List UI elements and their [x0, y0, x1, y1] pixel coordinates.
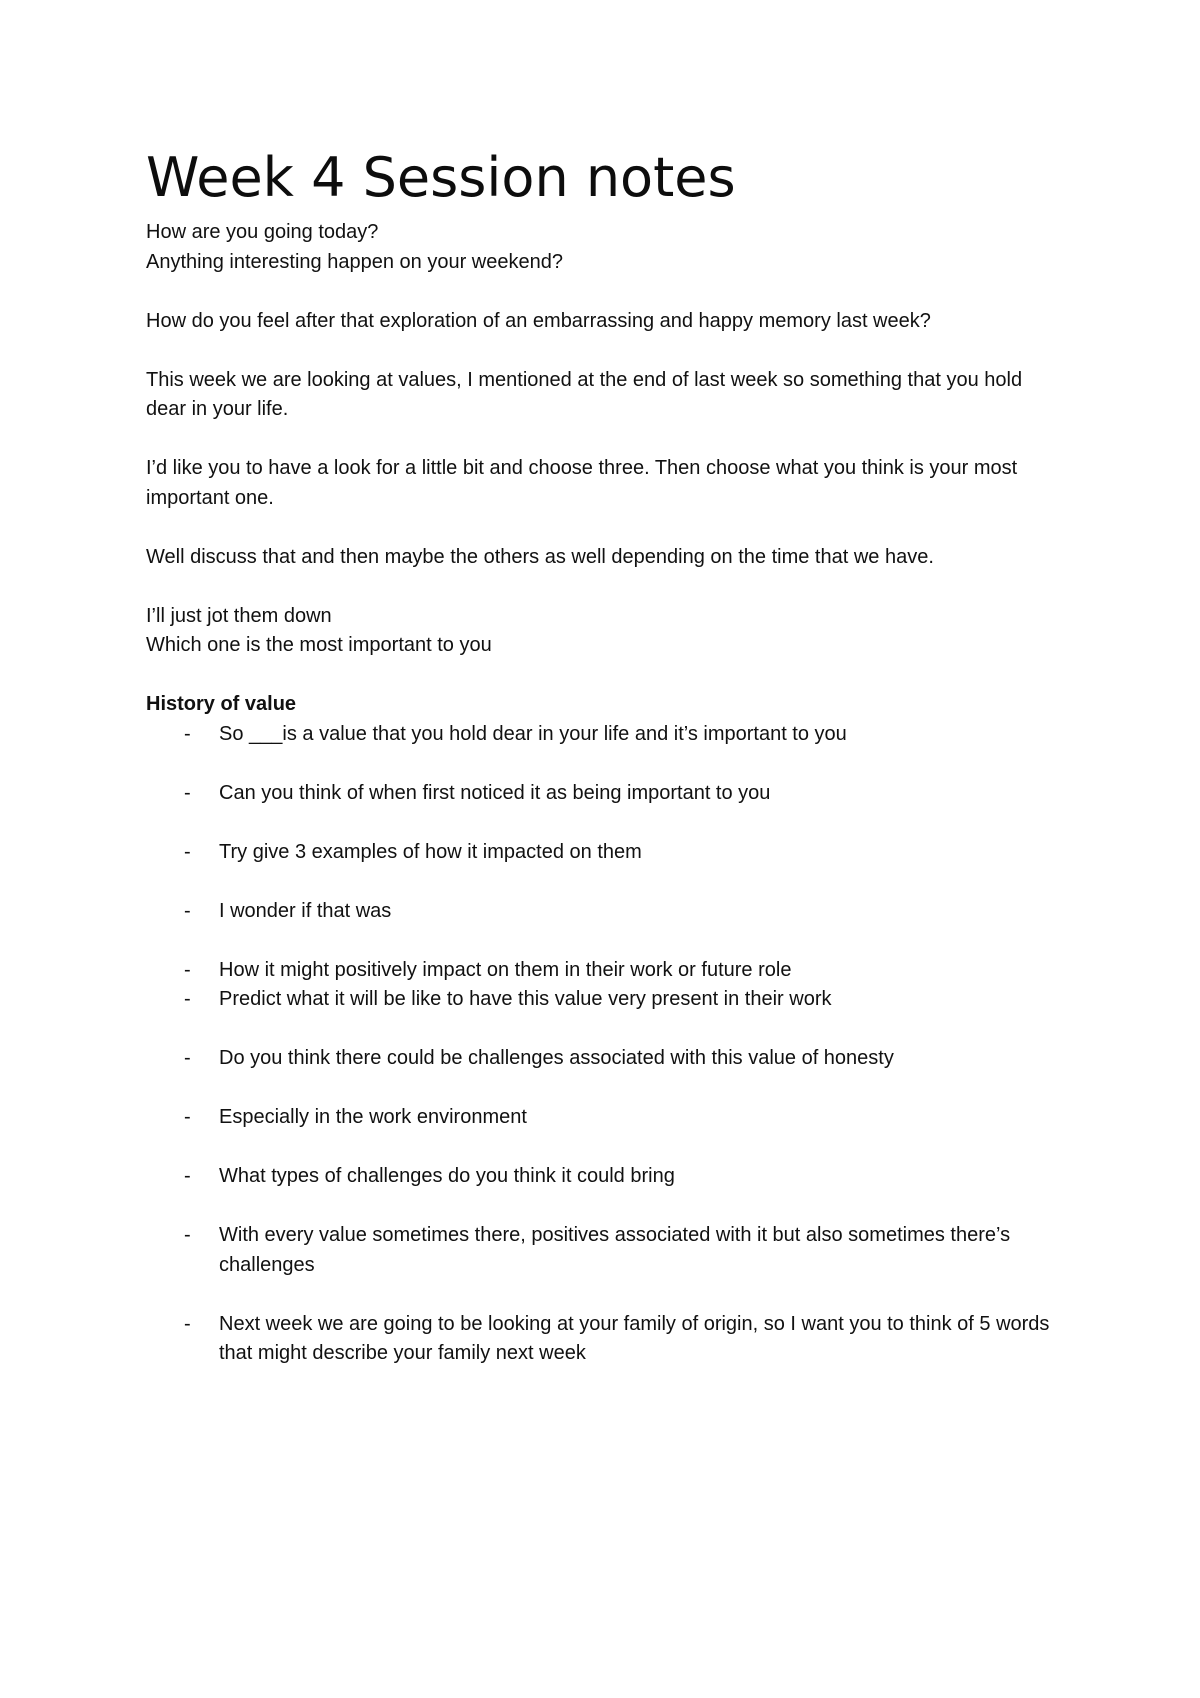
- paragraph-spacer: [146, 277, 1066, 307]
- list-item: [146, 838, 1066, 868]
- list-item: [146, 897, 1066, 927]
- document-content: [146, 146, 1066, 1369]
- list-item-text: I wonder if that was: [219, 899, 392, 922]
- paragraph-spacer: [146, 513, 1066, 543]
- intro-line: How are you going today?: [146, 221, 379, 243]
- list-item-text: Can you think of when first noticed it as being important to you: [219, 781, 771, 804]
- paragraph: I’d like you to have a look for a little bit and choose three. Then choose what you think is your most important one.: [146, 457, 1018, 509]
- jot-line: Which one is the most important to you: [146, 634, 492, 656]
- dash-marker: -: [184, 840, 191, 863]
- list-item-text: Do you think there could be challenges associated with this value of honesty: [219, 1047, 894, 1069]
- list-item-text: With every value sometimes there, positives associated with it but also sometimes there’s challenges: [219, 1224, 1011, 1276]
- list-item-text: What types of challenges do you think it could bring: [219, 1165, 675, 1187]
- paragraph: How do you feel after that exploration of an embarrassing and happy memory last week?: [146, 309, 931, 332]
- list-item: [146, 1103, 1066, 1133]
- paragraph: This week we are looking at values, I mentioned at the end of last week so something that you hold dear in your life.: [146, 368, 1023, 420]
- paragraph-spacer: [146, 572, 1066, 602]
- list-item-text: So ___is a value that you hold dear in your life and it’s important to you: [219, 722, 847, 745]
- dash-marker: -: [184, 781, 191, 804]
- dash-marker: -: [184, 1165, 191, 1187]
- jot-line: I’ll just jot them down: [146, 604, 332, 627]
- dash-marker: -: [184, 1224, 191, 1246]
- intro-line: Anything interesting happen on your weekend?: [146, 250, 563, 273]
- dash-marker: -: [184, 1047, 191, 1069]
- paragraph-spacer: [146, 425, 1066, 455]
- list-item: [146, 779, 1066, 809]
- list-item: [146, 956, 1066, 986]
- dash-marker: -: [184, 722, 191, 745]
- list-item: [146, 1310, 1066, 1369]
- paragraph-spacer: [146, 336, 1066, 366]
- dash-marker: -: [184, 1312, 191, 1335]
- dash-marker: -: [184, 988, 191, 1010]
- list-item-text: Try give 3 examples of how it impacted on them: [219, 840, 642, 863]
- list-item: [146, 720, 1066, 750]
- paragraph: Well discuss that and then maybe the others as well depending on the time that we have.: [146, 545, 934, 568]
- dash-marker: -: [184, 958, 191, 981]
- list-item: [146, 985, 1066, 1015]
- list-item-text: Predict what it will be like to have this value very present in their work: [219, 988, 832, 1010]
- document-title: Week 4 Session notes: [146, 146, 736, 209]
- dash-marker: -: [184, 1106, 191, 1128]
- section-heading: History of value: [146, 693, 297, 715]
- list-item-text: How it might positively impact on them in their work or future role: [219, 958, 792, 981]
- paragraph-spacer: [146, 661, 1066, 691]
- list-item: [146, 1044, 1066, 1074]
- bullet-list: [146, 720, 1066, 1369]
- list-item: [146, 1221, 1066, 1280]
- list-item-text: Next week we are going to be looking at your family of origin, so I want you to think of 5 words that might describe your family next week: [219, 1312, 1050, 1364]
- dash-marker: -: [184, 899, 191, 922]
- list-item: [146, 1162, 1066, 1192]
- list-item-text: Especially in the work environment: [219, 1106, 527, 1128]
